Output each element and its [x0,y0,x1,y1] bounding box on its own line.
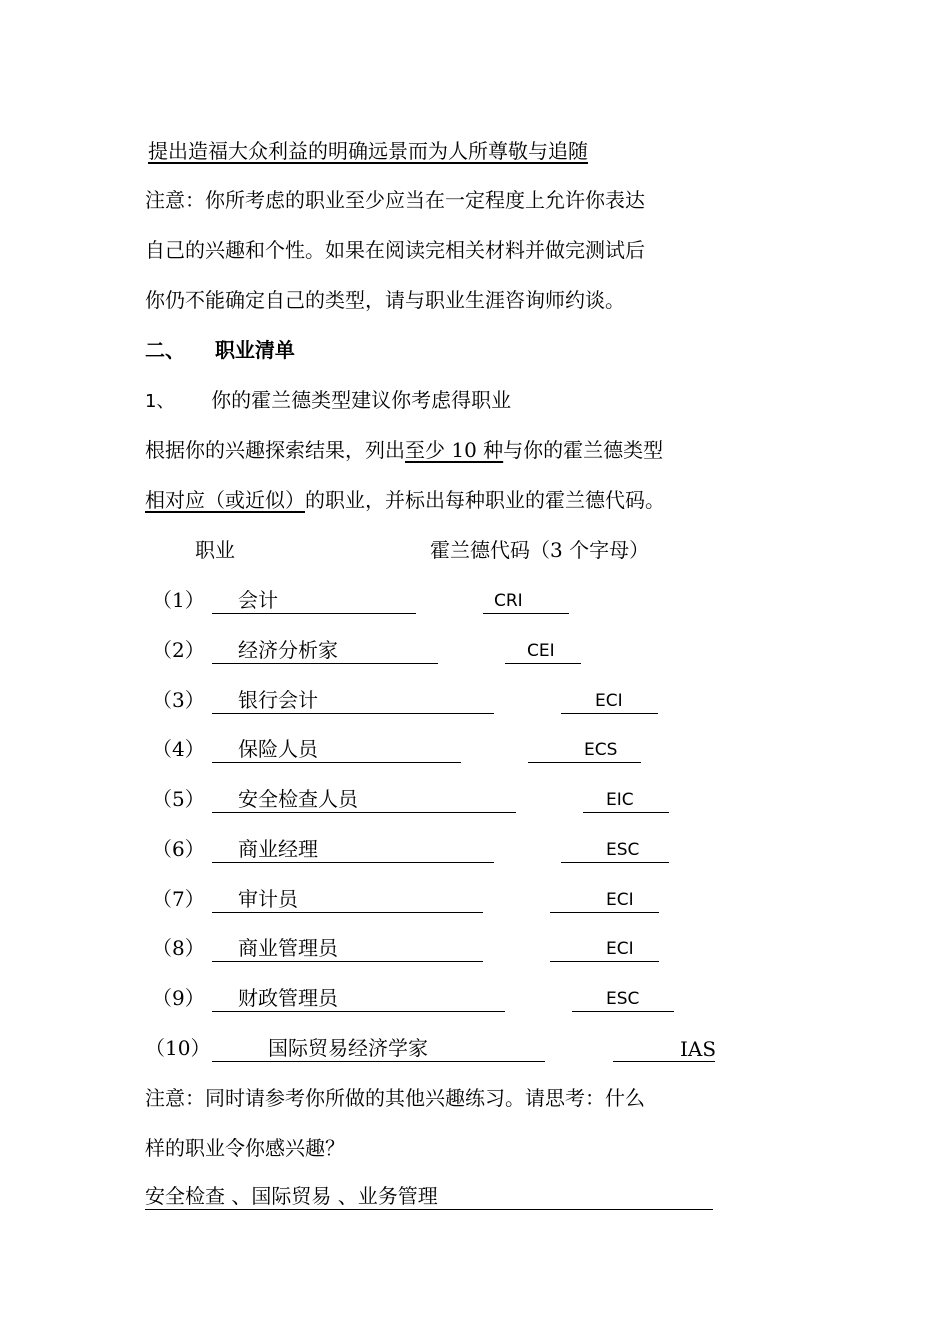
holland-code-text: ESC [606,840,640,860]
career-job-field[interactable] [212,934,483,962]
career-job-text: 商业管理员 [238,936,338,960]
instruction-line-2 [145,486,665,514]
item1-number: 1、 [145,391,175,412]
holland-code-text: ECI [606,890,634,910]
instruction-line-1 [145,436,663,464]
career-job-text: 安全检查人员 [238,787,358,811]
holland-code-field[interactable] [613,1034,715,1062]
career-job-text: 审计员 [238,887,298,911]
holland-code-text: ECI [595,691,623,711]
interest-answer-field[interactable] [145,1182,713,1210]
section2-number: 二、 [145,338,185,362]
holland-code-field[interactable] [483,586,569,614]
instruction-text: 根据你的兴趣探索结果，列出 [145,438,405,462]
career-row-number: （10） [145,1036,211,1060]
career-row-number: （6） [152,837,205,861]
instruction-text-end: 的职业，并标出每种职业的霍兰德代码。 [305,488,665,512]
career-job-field[interactable] [212,1034,545,1062]
holland-code-field[interactable] [561,835,669,863]
career-job-field[interactable] [212,984,505,1012]
career-row-number: （5） [152,787,205,811]
column-header-job: 职业 [195,538,235,562]
career-job-field[interactable] [212,586,416,614]
holland-code-field[interactable] [583,785,669,813]
holland-code-text: ECI [606,939,634,959]
note1-line-3: 你仍不能确定自己的类型，请与职业生涯咨询师约谈。 [145,288,625,312]
career-job-text: 财政管理员 [238,986,338,1010]
career-job-text: 商业经理 [238,837,318,861]
career-row-number: （1） [152,588,205,612]
note2-line-1: 注意：同时请参考你所做的其他兴趣练习。请思考：什么 [145,1086,645,1110]
section2-title: 职业清单 [214,338,295,362]
instruction-underline-count: 至少 10 种 [405,438,504,462]
career-row-number: （9） [152,986,205,1010]
holland-code-text: CEI [527,641,555,661]
career-row-number: （2） [152,638,205,662]
note2-line-2: 样的职业令你感兴趣？ [145,1136,345,1160]
career-job-field[interactable] [212,735,461,763]
career-job-field[interactable] [212,885,483,913]
career-row-number: （7） [152,887,205,911]
holland-code-text: CRI [494,591,523,611]
career-job-text: 经济分析家 [238,638,338,662]
note1-line-2: 自己的兴趣和个性。如果在阅读完相关材料并做完测试后 [145,238,645,262]
section2-heading [145,336,295,364]
holland-code-text: EIC [606,790,634,810]
holland-code-text: IAS [680,1037,717,1061]
note1-line-1: 注意：你所考虑的职业至少应当在一定程度上允许你表达 [145,188,645,212]
career-job-text: 国际贸易经济学家 [268,1036,428,1060]
career-row-number: （4） [152,737,205,761]
holland-code-field[interactable] [550,885,659,913]
item1-heading [145,386,511,416]
career-job-text: 银行会计 [238,688,318,712]
career-row-number: （8） [152,936,205,960]
holland-code-field[interactable] [561,686,658,714]
instruction-text-cont: 与你的霍兰德类型 [503,438,664,462]
interest-answer-text: 安全检查 、国际贸易 、业务管理 [145,1184,438,1208]
item1-title: 你的霍兰德类型建议你考虑得职业 [211,388,512,412]
career-row-number: （3） [152,688,205,712]
holland-code-field[interactable] [572,984,674,1012]
holland-code-field[interactable] [550,934,659,962]
intro-line: 提出造福大众利益的明确远景而为人所尊敬与追随 [148,139,588,163]
column-header-code: 霍兰德代码（3 个字母） [430,538,650,562]
holland-code-field[interactable] [528,735,641,763]
holland-code-text: ECS [584,740,618,760]
career-job-field[interactable] [212,785,516,813]
career-job-field[interactable] [212,835,494,863]
instruction-underline-match: 相对应（或近似） [145,488,305,512]
career-job-field[interactable] [212,686,494,714]
career-job-text: 保险人员 [238,737,318,761]
career-job-text: 会计 [238,588,278,612]
career-job-field[interactable] [212,636,438,664]
holland-code-field[interactable] [505,636,581,664]
holland-code-text: ESC [606,989,640,1009]
